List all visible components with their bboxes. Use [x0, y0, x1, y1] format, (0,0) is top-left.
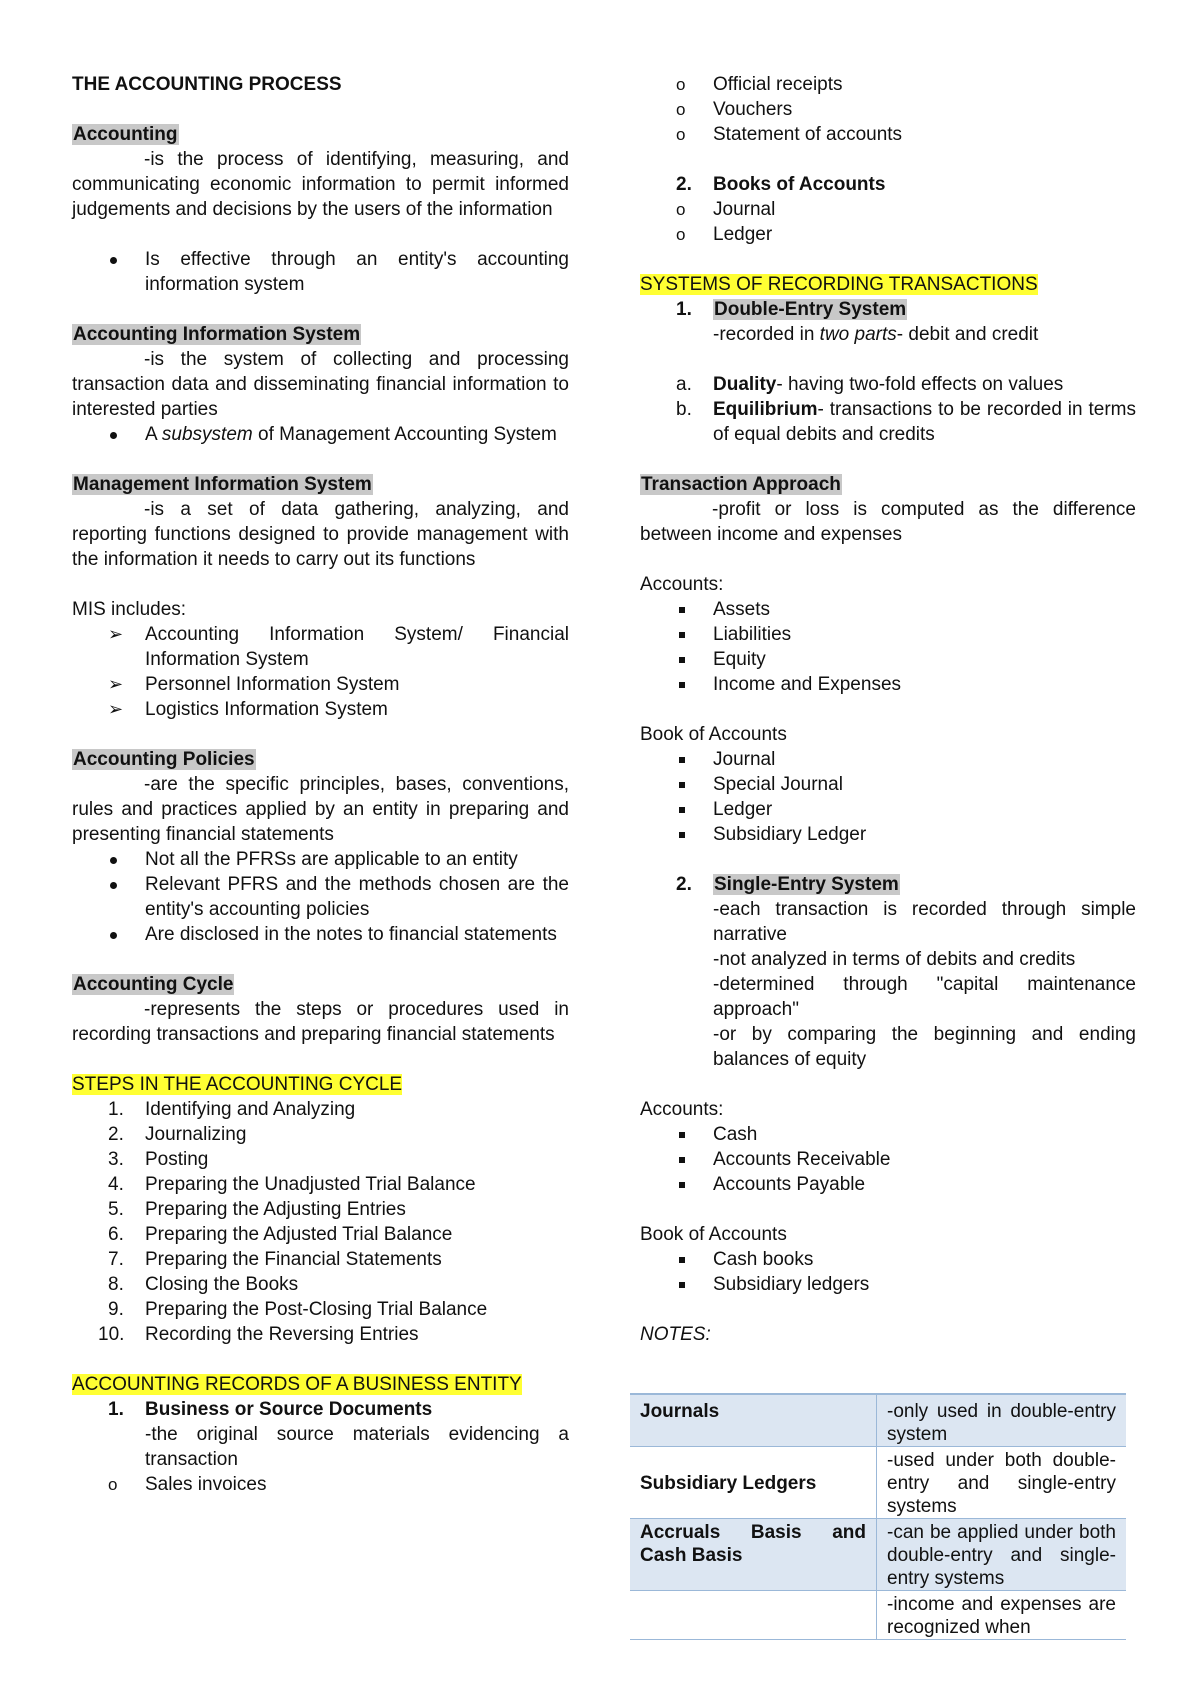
double-entry-definition: -recorded in two parts- debit and credit — [713, 324, 1039, 345]
list-item: Subsidiary ledgers — [640, 1272, 1136, 1297]
double-entry-item — [640, 297, 1136, 322]
table-cell-key: Subsidiary Ledgers — [630, 1447, 877, 1519]
accounting-bullets — [72, 247, 569, 297]
list-item: Special Journal — [640, 772, 1136, 797]
section-heading-accounting: Accounting — [73, 124, 178, 145]
list-item: 1. Double-Entry System — [676, 299, 907, 320]
books-of-accounts-item — [640, 172, 1136, 247]
list-item: ➢ Accounting Information System/ Financial Information System — [108, 624, 569, 670]
page-title: THE ACCOUNTING PROCESS — [72, 74, 342, 95]
circle-bullet-icon: o — [676, 200, 686, 219]
section-heading-transaction-approach: Transaction Approach — [641, 474, 841, 495]
mis-includes-list — [72, 622, 569, 722]
arrow-bullet-icon: ➢ — [108, 674, 124, 694]
table-row — [630, 1591, 1126, 1640]
cycle-definition: -represents the steps or procedures used in recording transactions and preparing financial statements — [72, 999, 569, 1045]
table-row — [630, 1394, 1126, 1447]
table-row — [630, 1519, 1126, 1591]
books-list — [640, 747, 1136, 847]
source-documents-definition: -the original source materials evidencing a transaction — [145, 1424, 569, 1470]
documents-list — [72, 1472, 569, 1497]
list-item: b. Equilibrium- transactions to be recorded in terms of equal debits and credits — [676, 399, 1136, 445]
step-item: 7. Preparing the Financial Statements — [108, 1249, 442, 1270]
table-cell-value: -can be applied under both double-entry and single-entry systems — [877, 1519, 1127, 1591]
records-list — [72, 1397, 569, 1422]
mis-includes-label: MIS includes: — [72, 599, 187, 620]
table-row — [630, 1447, 1126, 1519]
arrow-bullet-icon: ➢ — [108, 624, 124, 644]
books-label: Book of Accounts — [640, 724, 787, 745]
list-item: Equity — [640, 647, 1136, 672]
list-item: Accounts Payable — [640, 1172, 1136, 1197]
list-item: Assets — [640, 597, 1136, 622]
accounts-label: Accounts: — [640, 574, 724, 595]
list-item: Are disclosed in the notes to financial statements — [72, 922, 569, 947]
single-entry-line: -each transaction is recorded through simple narrative — [713, 899, 1136, 945]
steps-list — [72, 1097, 569, 1347]
list-item: a. Duality- having two-fold effects on values — [676, 374, 1064, 395]
notes-table — [630, 1393, 1126, 1640]
single-entry-item — [640, 872, 1136, 897]
notes-label: NOTES: — [640, 1324, 711, 1345]
systems-heading: SYSTEMS OF RECORDING TRANSACTIONS — [640, 274, 1038, 295]
ais-definition: -is the system of collecting and processing transaction data and disseminating financial information to interested parties — [72, 349, 569, 420]
table-cell-key: Journals — [630, 1394, 877, 1447]
list-item: Relevant PFRS and the methods chosen are the entity's accounting policies — [72, 872, 569, 922]
single-books-label: Book of Accounts — [640, 1224, 787, 1245]
step-item: 6. Preparing the Adjusted Trial Balance — [108, 1224, 453, 1245]
circle-bullet-icon: o — [108, 1475, 118, 1494]
single-entry-line: -determined through "capital maintenance approach" — [713, 974, 1136, 1020]
list-item: Liabilities — [640, 622, 1136, 647]
step-item: 9. Preparing the Post-Closing Trial Balance — [108, 1299, 488, 1320]
single-books-list — [640, 1247, 1136, 1297]
list-item: o Journal — [676, 199, 776, 220]
section-heading-mis: Management Information System — [73, 474, 372, 495]
list-item: o Ledger — [676, 224, 773, 245]
list-item: Accounts Receivable — [640, 1147, 1136, 1172]
list-item: Cash books — [640, 1247, 1136, 1272]
list-item: ➢ Personnel Information System — [108, 674, 400, 695]
mis-definition: -is a set of data gathering, analyzing, and reporting functions designed to provide management with the information it needs to carry out its functions — [72, 499, 569, 570]
step-item: 5. Preparing the Adjusting Entries — [108, 1199, 406, 1220]
step-item: 8. Closing the Books — [108, 1274, 299, 1295]
list-item: Is effective through an entity's accounting information system — [72, 247, 569, 297]
right-column — [640, 72, 1136, 1347]
list-item: ➢ Logistics Information System — [108, 699, 388, 720]
list-item: 2. Books of Accounts — [676, 174, 886, 195]
records-heading: ACCOUNTING RECORDS OF A BUSINESS ENTITY — [72, 1374, 522, 1395]
step-item: 4. Preparing the Unadjusted Trial Balance — [108, 1174, 476, 1195]
single-entry-line: -or by comparing the beginning and ending balances of equity — [713, 1024, 1136, 1070]
policies-definition: -are the specific principles, bases, conventions, rules and practices applied by an entity in preparing and presenting financial statements — [72, 774, 569, 845]
accounts-list — [640, 597, 1136, 697]
list-item: o Official receipts — [676, 74, 843, 95]
list-item: o Vouchers — [676, 99, 793, 120]
left-column — [72, 72, 569, 1497]
circle-bullet-icon: o — [676, 75, 686, 94]
list-item: o Statement of accounts — [676, 124, 903, 145]
list-item: Subsidiary Ledger — [640, 822, 1136, 847]
accounting-definition: -is the process of identifying, measuring, and communicating economic information to permit informed judgements and decisions by the users of the information — [72, 149, 569, 220]
list-item: Ledger — [640, 797, 1136, 822]
list-item: Income and Expenses — [640, 672, 1136, 697]
section-heading-ais: Accounting Information System — [73, 324, 361, 345]
transaction-approach-definition: -profit or loss is computed as the difference between income and expenses — [640, 499, 1136, 545]
list-item: A subsystem of Management Accounting System — [72, 422, 569, 447]
list-item: Journal — [640, 747, 1136, 772]
list-item: o Sales invoices — [108, 1474, 267, 1495]
circle-bullet-icon: o — [676, 100, 686, 119]
ais-bullets — [72, 422, 569, 447]
list-item: Not all the PFRSs are applicable to an entity — [72, 847, 569, 872]
step-item: 3. Posting — [108, 1149, 209, 1170]
section-heading-cycle: Accounting Cycle — [73, 974, 234, 995]
step-item: 1. Identifying and Analyzing — [108, 1099, 356, 1120]
step-item: 10. Recording the Reversing Entries — [98, 1324, 419, 1345]
table-cell-value: -used under both double-entry and single-entry systems — [877, 1447, 1127, 1519]
table-cell-value: -income and expenses are recognized when — [877, 1591, 1127, 1640]
single-accounts-list — [640, 1122, 1136, 1197]
step-item: 2. Journalizing — [108, 1124, 247, 1145]
circle-bullet-icon: o — [676, 225, 686, 244]
single-accounts-label: Accounts: — [640, 1099, 724, 1120]
arrow-bullet-icon: ➢ — [108, 699, 124, 719]
policies-bullets — [72, 847, 569, 947]
circle-bullet-icon: o — [676, 125, 686, 144]
table-cell-value: -only used in double-entry system — [877, 1394, 1127, 1447]
documents-list-continued — [640, 72, 1136, 147]
double-entry-features — [640, 372, 1136, 447]
list-item: 2. Single-Entry System — [676, 874, 899, 895]
steps-heading: STEPS IN THE ACCOUNTING CYCLE — [72, 1074, 403, 1095]
single-entry-line: -not analyzed in terms of debits and credits — [713, 949, 1076, 970]
list-item: 1. Business or Source Documents — [108, 1399, 433, 1420]
table-cell-key: Accruals Basis and Cash Basis — [630, 1519, 877, 1591]
section-heading-policies: Accounting Policies — [73, 749, 255, 770]
table-cell-key — [630, 1591, 877, 1640]
list-item: Cash — [640, 1122, 1136, 1147]
